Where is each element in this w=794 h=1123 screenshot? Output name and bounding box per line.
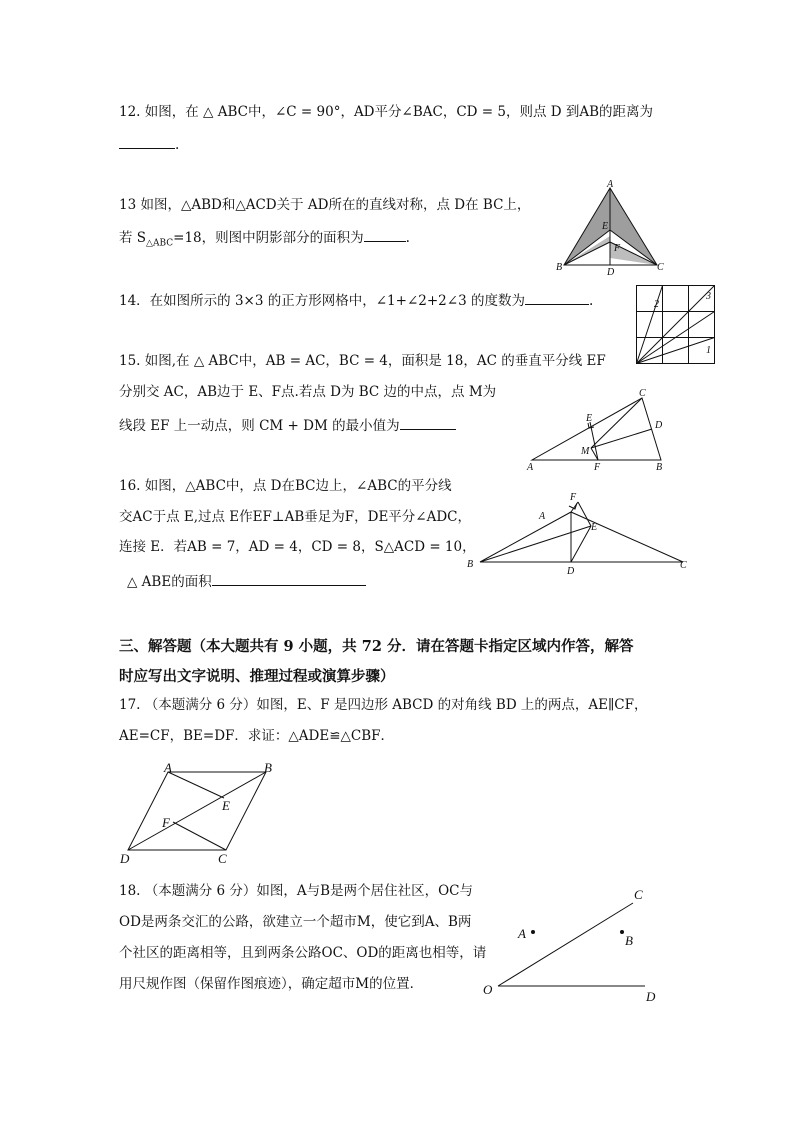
label-A: A: [527, 462, 534, 473]
label-A: A: [607, 179, 614, 190]
question-18-line1: 18. （本题满分 6 分）如图，A与B是两个居住社区，OC与: [119, 883, 473, 899]
label-C: C: [634, 887, 643, 902]
question-13-line1: 13 如图，△ABD和△ACD关于 AD所在的直线对称，点 D在 BC上，: [119, 197, 531, 213]
label-O: O: [483, 982, 493, 997]
answer-blank[interactable]: [400, 417, 456, 430]
label-D: D: [646, 989, 656, 1004]
question-16-line1: 16. 如图，△ABC中，点 D在BC边上，∠ABC的平分线: [119, 478, 452, 494]
question-14-line1: 14．在如图所示的 3×3 的正方形网格中，∠1+∠2+2∠3 的度数为 .: [119, 293, 594, 309]
label-D: D: [567, 566, 575, 577]
answer-blank[interactable]: [119, 136, 175, 149]
label-F: F: [162, 815, 170, 830]
figure-13: [556, 179, 670, 278]
label-B: B: [656, 462, 663, 473]
label-C: C: [680, 560, 687, 571]
figure-15: [527, 388, 687, 473]
question-18-line2: OD是两条交汇的公路，欲建立一个超市M，使它到A、B两: [119, 914, 472, 930]
question-16-line3: 连接 E．若AB = 7，AD = 4，CD = 8，S△ACD = 10，: [119, 539, 476, 555]
question-16-line2: 交AC于点 E,过点 E作EF⊥AB垂足为F，DE平分∠ADC，: [119, 509, 472, 525]
label-A: A: [164, 760, 172, 775]
question-17-line1: 17. （本题满分 6 分）如图，E、F 是四边形 ABCD 的对角线 BD 上的两点，AE∥CF，: [119, 697, 648, 713]
point-B: [620, 930, 624, 934]
label-B: B: [625, 933, 633, 948]
answer-blank[interactable]: [364, 229, 406, 242]
angle-2-label: 2: [654, 299, 659, 310]
question-18-line3: 个社区的距离相等，且到两条公路OC、OD的距离也相等，请: [119, 945, 487, 961]
question-15-line1: 15. 如图,在 △ ABC中，AB = AC，BC = 4，面积是 18，AC 的垂直平分线 EF: [119, 353, 606, 369]
answer-blank[interactable]: [525, 292, 589, 305]
label-D: D: [655, 420, 663, 431]
label-E: E: [591, 522, 598, 533]
question-13-line2: 若 $S_{\triangle ABC}=18$，则图中阴影部分的面积为 .: [119, 230, 410, 249]
label-E: E: [586, 413, 593, 424]
question-12-line1: 12. 如图，在 △ ABC中，∠C = 90°，AD平分∠BAC，CD = 5，则点 D 到AB的距离为: [119, 104, 654, 120]
label-A: A: [518, 926, 526, 941]
label-B: B: [467, 559, 474, 570]
figure-17: [118, 760, 288, 870]
label-C: C: [218, 851, 227, 866]
label-B: B: [264, 760, 272, 775]
label-F: F: [570, 492, 577, 503]
label-D: D: [120, 851, 130, 866]
question-17-line2: AE=CF，BE=DF．求证：△ADE≌△CBF．: [119, 728, 395, 744]
figure-14-grid: [636, 285, 716, 365]
label-E: E: [222, 798, 230, 813]
angle-1-label: 1: [706, 345, 711, 356]
figure-16: [463, 490, 693, 575]
question-16-line4: △ ABE的面积: [127, 573, 366, 590]
answer-blank[interactable]: [212, 573, 366, 586]
point-A: [531, 930, 535, 934]
section-3-heading-line2: 时应写出文字说明、推理过程或演算步骤）: [119, 668, 395, 685]
label-B: B: [556, 262, 563, 273]
angle-3-label: 3: [706, 291, 711, 302]
label-F: F: [594, 462, 601, 473]
label-D: D: [607, 267, 615, 278]
figure-18: [480, 880, 670, 1004]
label-F: F: [614, 243, 621, 254]
label-C: C: [639, 388, 646, 399]
question-18-line4: 用尺规作图（保留作图痕迹），确定超市M的位置．: [119, 976, 424, 992]
label-A: A: [539, 511, 546, 522]
label-E: E: [602, 221, 609, 232]
section-3-heading-line1: 三、解答题（本大题共有 9 小题，共 72 分．请在答题卡指定区域内作答，解答: [119, 638, 634, 655]
label-C: C: [657, 262, 664, 273]
question-15-line2: 分别交 AC，AB边于 E、F点.若点 D为 BC 边的中点，点 M为: [119, 384, 497, 400]
question-12-line2: .: [119, 136, 179, 153]
question-15-line3: 线段 EF 上一动点，则 CM + DM 的最小值为: [119, 417, 456, 434]
label-M: M: [581, 446, 590, 457]
